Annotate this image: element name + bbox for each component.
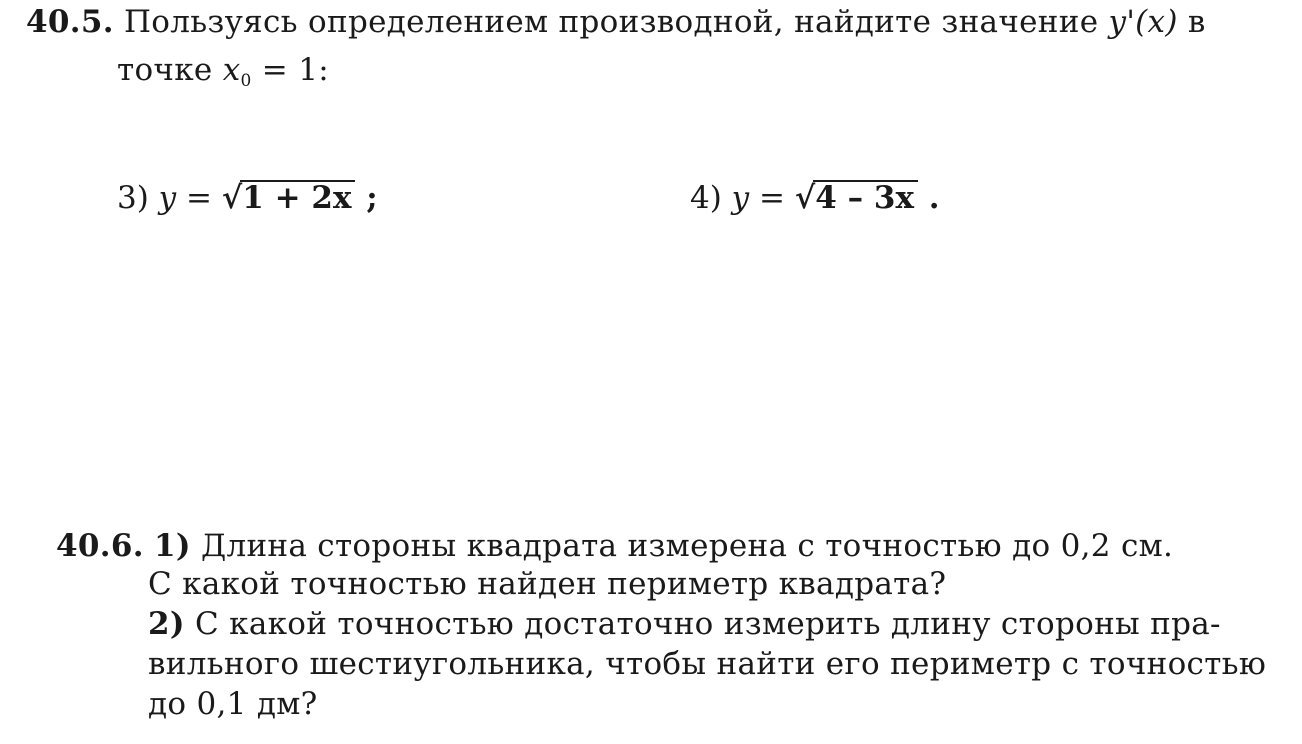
square-root [222,180,356,216]
problem-40-6-line-1 [56,528,1173,564]
problem-text-end: в [1177,4,1206,40]
part-label: 1) [153,528,191,564]
radicand: 1 + 2x [240,180,355,215]
radical-sign: √ [794,180,816,216]
problem-number: 40.5. [26,4,114,40]
item-3-formula [117,180,378,216]
formula-end: ; [355,180,378,216]
problem-40-6-line-4: вильного шестиугольника, чтобы найти его периметр с точностью [148,646,1267,682]
derivative-arg: (x) [1135,4,1178,40]
part-label: 2) [148,606,185,642]
problem-text: Длина стороны квадрата измерена с точностью до 0,2 см. [190,528,1174,564]
x-variable: x [222,52,241,88]
radicand: 4 – 3x [813,180,918,215]
item-label: 4) [690,180,732,216]
problem-40-5-line-1 [26,4,1206,40]
formula-end: . [917,180,940,216]
formula-lhs: y [158,180,177,216]
formula-eq: = [176,180,222,216]
formula-eq: = [749,180,795,216]
formula-lhs: y [731,180,750,216]
radical-sign: √ [221,180,243,216]
item-label: 3) [117,180,159,216]
x-subscript: 0 [240,71,252,91]
problem-40-6-line-3 [148,606,1221,642]
problem-40-6-line-2: С какой точностью найден периметр квадрата? [148,566,947,602]
problem-text: С какой точностью достаточно измерить длину стороны пра- [184,606,1221,642]
problem-40-5-line-2 [117,52,329,91]
derivative-y: y [1108,4,1127,40]
item-4-formula [690,180,940,216]
problem-number: 40.6. [56,528,144,564]
derivative-prime: ' [1126,4,1136,40]
square-root [795,180,918,216]
problem-40-6-line-5: до 0,1 дм? [148,686,318,722]
problem-text: = 1: [251,52,329,88]
problem-text: точке [117,52,223,88]
problem-text: Пользуясь определением производной, найдите значение [123,4,1109,40]
